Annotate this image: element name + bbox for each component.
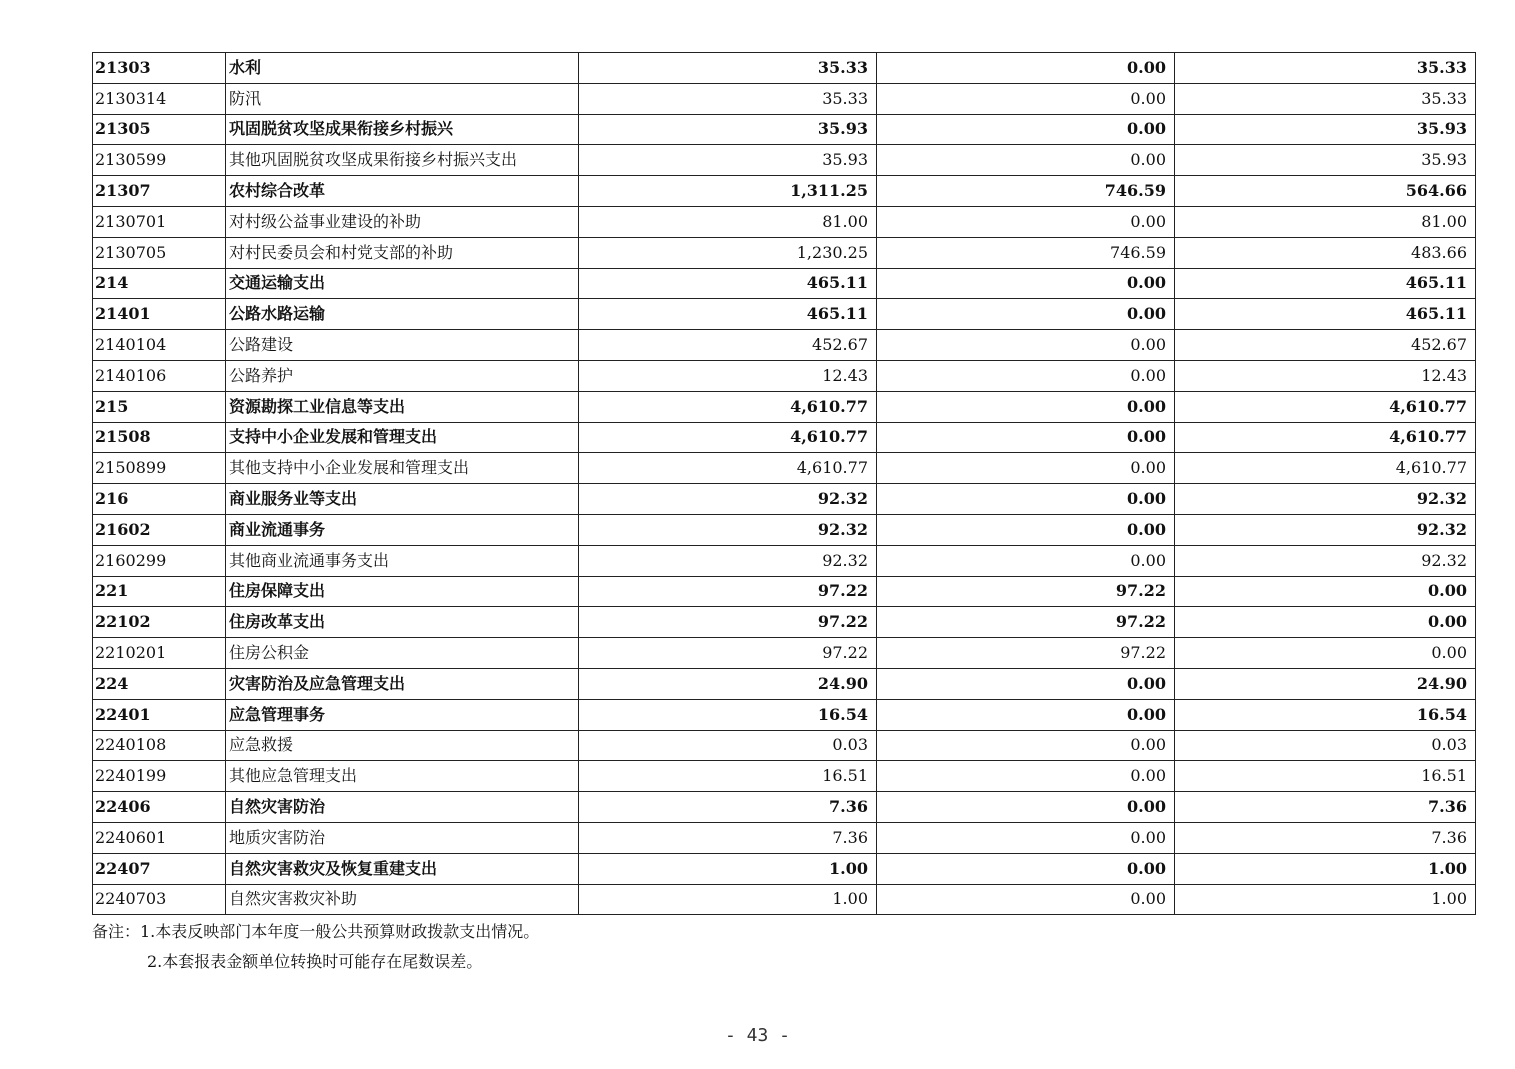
cell-code: 221	[93, 576, 226, 607]
cell-total: 1.00	[579, 853, 877, 884]
table-row	[93, 607, 1476, 638]
cell-basic: 0.00	[877, 884, 1175, 915]
cell-code: 2130701	[93, 206, 226, 237]
table-row	[93, 360, 1476, 391]
cell-name: 地质灾害防治	[226, 822, 579, 853]
cell-basic: 0.00	[877, 730, 1175, 761]
cell-code: 22407	[93, 853, 226, 884]
cell-name: 巩固脱贫攻坚成果衔接乡村振兴	[226, 114, 579, 145]
cell-name: 支持中小企业发展和管理支出	[226, 422, 579, 453]
cell-total: 16.54	[579, 699, 877, 730]
cell-basic: 0.00	[877, 699, 1175, 730]
cell-project: 452.67	[1175, 330, 1476, 361]
cell-total: 452.67	[579, 330, 877, 361]
cell-total: 12.43	[579, 360, 877, 391]
cell-total: 97.22	[579, 607, 877, 638]
cell-total: 7.36	[579, 792, 877, 823]
cell-basic: 0.00	[877, 206, 1175, 237]
budget-table	[92, 52, 1476, 915]
cell-project: 0.00	[1175, 638, 1476, 669]
cell-name: 防汛	[226, 83, 579, 114]
cell-project: 1.00	[1175, 853, 1476, 884]
table-row	[93, 453, 1476, 484]
cell-total: 4,610.77	[579, 422, 877, 453]
cell-code: 21305	[93, 114, 226, 145]
cell-basic: 97.22	[877, 638, 1175, 669]
cell-project: 564.66	[1175, 176, 1476, 207]
table-row	[93, 114, 1476, 145]
table-row	[93, 145, 1476, 176]
cell-project: 92.32	[1175, 545, 1476, 576]
cell-basic: 0.00	[877, 330, 1175, 361]
cell-total: 92.32	[579, 514, 877, 545]
cell-code: 21401	[93, 299, 226, 330]
cell-basic: 0.00	[877, 422, 1175, 453]
cell-name: 对村民委员会和村党支部的补助	[226, 237, 579, 268]
cell-project: 465.11	[1175, 299, 1476, 330]
table-row	[93, 237, 1476, 268]
cell-basic: 97.22	[877, 607, 1175, 638]
cell-total: 4,610.77	[579, 453, 877, 484]
cell-total: 35.33	[579, 83, 877, 114]
cell-project: 35.33	[1175, 53, 1476, 84]
cell-code: 214	[93, 268, 226, 299]
cell-name: 公路建设	[226, 330, 579, 361]
cell-project: 12.43	[1175, 360, 1476, 391]
cell-basic: 0.00	[877, 114, 1175, 145]
table-row	[93, 730, 1476, 761]
cell-project: 465.11	[1175, 268, 1476, 299]
cell-total: 97.22	[579, 638, 877, 669]
cell-name: 农村综合改革	[226, 176, 579, 207]
cell-basic: 0.00	[877, 484, 1175, 515]
table-row	[93, 391, 1476, 422]
cell-project: 92.32	[1175, 514, 1476, 545]
cell-code: 21508	[93, 422, 226, 453]
cell-name: 资源勘探工业信息等支出	[226, 391, 579, 422]
cell-total: 465.11	[579, 268, 877, 299]
cell-basic: 746.59	[877, 237, 1175, 268]
table-row	[93, 545, 1476, 576]
cell-name: 灾害防治及应急管理支出	[226, 668, 579, 699]
cell-total: 4,610.77	[579, 391, 877, 422]
cell-code: 2240703	[93, 884, 226, 915]
cell-basic: 0.00	[877, 761, 1175, 792]
cell-code: 215	[93, 391, 226, 422]
cell-total: 92.32	[579, 545, 877, 576]
cell-name: 住房改革支出	[226, 607, 579, 638]
cell-project: 7.36	[1175, 792, 1476, 823]
cell-name: 商业流通事务	[226, 514, 579, 545]
cell-basic: 0.00	[877, 792, 1175, 823]
cell-basic: 0.00	[877, 268, 1175, 299]
cell-name: 住房公积金	[226, 638, 579, 669]
cell-code: 2130599	[93, 145, 226, 176]
cell-project: 4,610.77	[1175, 422, 1476, 453]
cell-total: 1,230.25	[579, 237, 877, 268]
cell-name: 应急救援	[226, 730, 579, 761]
table-row	[93, 176, 1476, 207]
cell-name: 公路水路运输	[226, 299, 579, 330]
table-row	[93, 884, 1476, 915]
cell-code: 2240199	[93, 761, 226, 792]
table-row	[93, 206, 1476, 237]
budget-table-body	[93, 53, 1476, 915]
notes	[92, 917, 539, 977]
table-row	[93, 514, 1476, 545]
table-row	[93, 822, 1476, 853]
cell-total: 7.36	[579, 822, 877, 853]
cell-code: 2130705	[93, 237, 226, 268]
cell-total: 92.32	[579, 484, 877, 515]
table-row	[93, 330, 1476, 361]
cell-code: 21602	[93, 514, 226, 545]
cell-basic: 0.00	[877, 545, 1175, 576]
cell-code: 22406	[93, 792, 226, 823]
cell-basic: 0.00	[877, 453, 1175, 484]
cell-project: 35.93	[1175, 145, 1476, 176]
table-row	[93, 299, 1476, 330]
table-row	[93, 638, 1476, 669]
cell-code: 21307	[93, 176, 226, 207]
cell-code: 224	[93, 668, 226, 699]
cell-basic: 0.00	[877, 360, 1175, 391]
table-row	[93, 792, 1476, 823]
cell-code: 22401	[93, 699, 226, 730]
cell-total: 35.93	[579, 145, 877, 176]
table-row	[93, 53, 1476, 84]
cell-name: 其他应急管理支出	[226, 761, 579, 792]
cell-basic: 0.00	[877, 514, 1175, 545]
cell-project: 92.32	[1175, 484, 1476, 515]
cell-total: 465.11	[579, 299, 877, 330]
cell-project: 16.51	[1175, 761, 1476, 792]
budget-table-container	[92, 52, 1475, 915]
table-row	[93, 699, 1476, 730]
cell-code: 2140104	[93, 330, 226, 361]
cell-basic: 97.22	[877, 576, 1175, 607]
cell-name: 自然灾害防治	[226, 792, 579, 823]
cell-name: 公路养护	[226, 360, 579, 391]
cell-name: 对村级公益事业建设的补助	[226, 206, 579, 237]
cell-name: 水利	[226, 53, 579, 84]
cell-name: 商业服务业等支出	[226, 484, 579, 515]
cell-total: 35.93	[579, 114, 877, 145]
cell-basic: 0.00	[877, 822, 1175, 853]
cell-project: 35.93	[1175, 114, 1476, 145]
cell-name: 其他支持中小企业发展和管理支出	[226, 453, 579, 484]
table-row	[93, 268, 1476, 299]
table-row	[93, 422, 1476, 453]
cell-code: 2150899	[93, 453, 226, 484]
cell-code: 2160299	[93, 545, 226, 576]
cell-total: 97.22	[579, 576, 877, 607]
table-row	[93, 484, 1476, 515]
cell-total: 35.33	[579, 53, 877, 84]
cell-basic: 0.00	[877, 391, 1175, 422]
cell-code: 21303	[93, 53, 226, 84]
cell-project: 0.03	[1175, 730, 1476, 761]
cell-code: 2210201	[93, 638, 226, 669]
cell-project: 0.00	[1175, 607, 1476, 638]
cell-name: 应急管理事务	[226, 699, 579, 730]
cell-name: 自然灾害救灾补助	[226, 884, 579, 915]
cell-total: 1.00	[579, 884, 877, 915]
page-number: - 43 -	[724, 1025, 791, 1046]
cell-name: 交通运输支出	[226, 268, 579, 299]
cell-project: 81.00	[1175, 206, 1476, 237]
cell-total: 16.51	[579, 761, 877, 792]
cell-project: 4,610.77	[1175, 453, 1476, 484]
cell-code: 22102	[93, 607, 226, 638]
cell-project: 7.36	[1175, 822, 1476, 853]
note-line-2: 2.本套报表金额单位转换时可能存在尾数误差。	[147, 952, 483, 971]
cell-basic: 0.00	[877, 83, 1175, 114]
cell-basic: 0.00	[877, 299, 1175, 330]
note-line-1: 备注：1.本表反映部门本年度一般公共预算财政拨款支出情况。	[92, 922, 540, 941]
cell-name: 住房保障支出	[226, 576, 579, 607]
table-row	[93, 853, 1476, 884]
table-row	[93, 668, 1476, 699]
cell-project: 16.54	[1175, 699, 1476, 730]
cell-name: 其他巩固脱贫攻坚成果衔接乡村振兴支出	[226, 145, 579, 176]
cell-project: 35.33	[1175, 83, 1476, 114]
cell-basic: 0.00	[877, 853, 1175, 884]
cell-code: 216	[93, 484, 226, 515]
cell-project: 0.00	[1175, 576, 1476, 607]
cell-project: 4,610.77	[1175, 391, 1476, 422]
cell-project: 24.90	[1175, 668, 1476, 699]
cell-code: 2140106	[93, 360, 226, 391]
cell-name: 其他商业流通事务支出	[226, 545, 579, 576]
cell-total: 0.03	[579, 730, 877, 761]
cell-basic: 0.00	[877, 668, 1175, 699]
cell-code: 2240601	[93, 822, 226, 853]
cell-project: 1.00	[1175, 884, 1476, 915]
cell-total: 81.00	[579, 206, 877, 237]
cell-basic: 0.00	[877, 53, 1175, 84]
cell-total: 1,311.25	[579, 176, 877, 207]
cell-total: 24.90	[579, 668, 877, 699]
table-row	[93, 576, 1476, 607]
cell-project: 483.66	[1175, 237, 1476, 268]
table-row	[93, 761, 1476, 792]
cell-name: 自然灾害救灾及恢复重建支出	[226, 853, 579, 884]
cell-basic: 746.59	[877, 176, 1175, 207]
cell-code: 2130314	[93, 83, 226, 114]
cell-basic: 0.00	[877, 145, 1175, 176]
cell-code: 2240108	[93, 730, 226, 761]
table-row	[93, 83, 1476, 114]
